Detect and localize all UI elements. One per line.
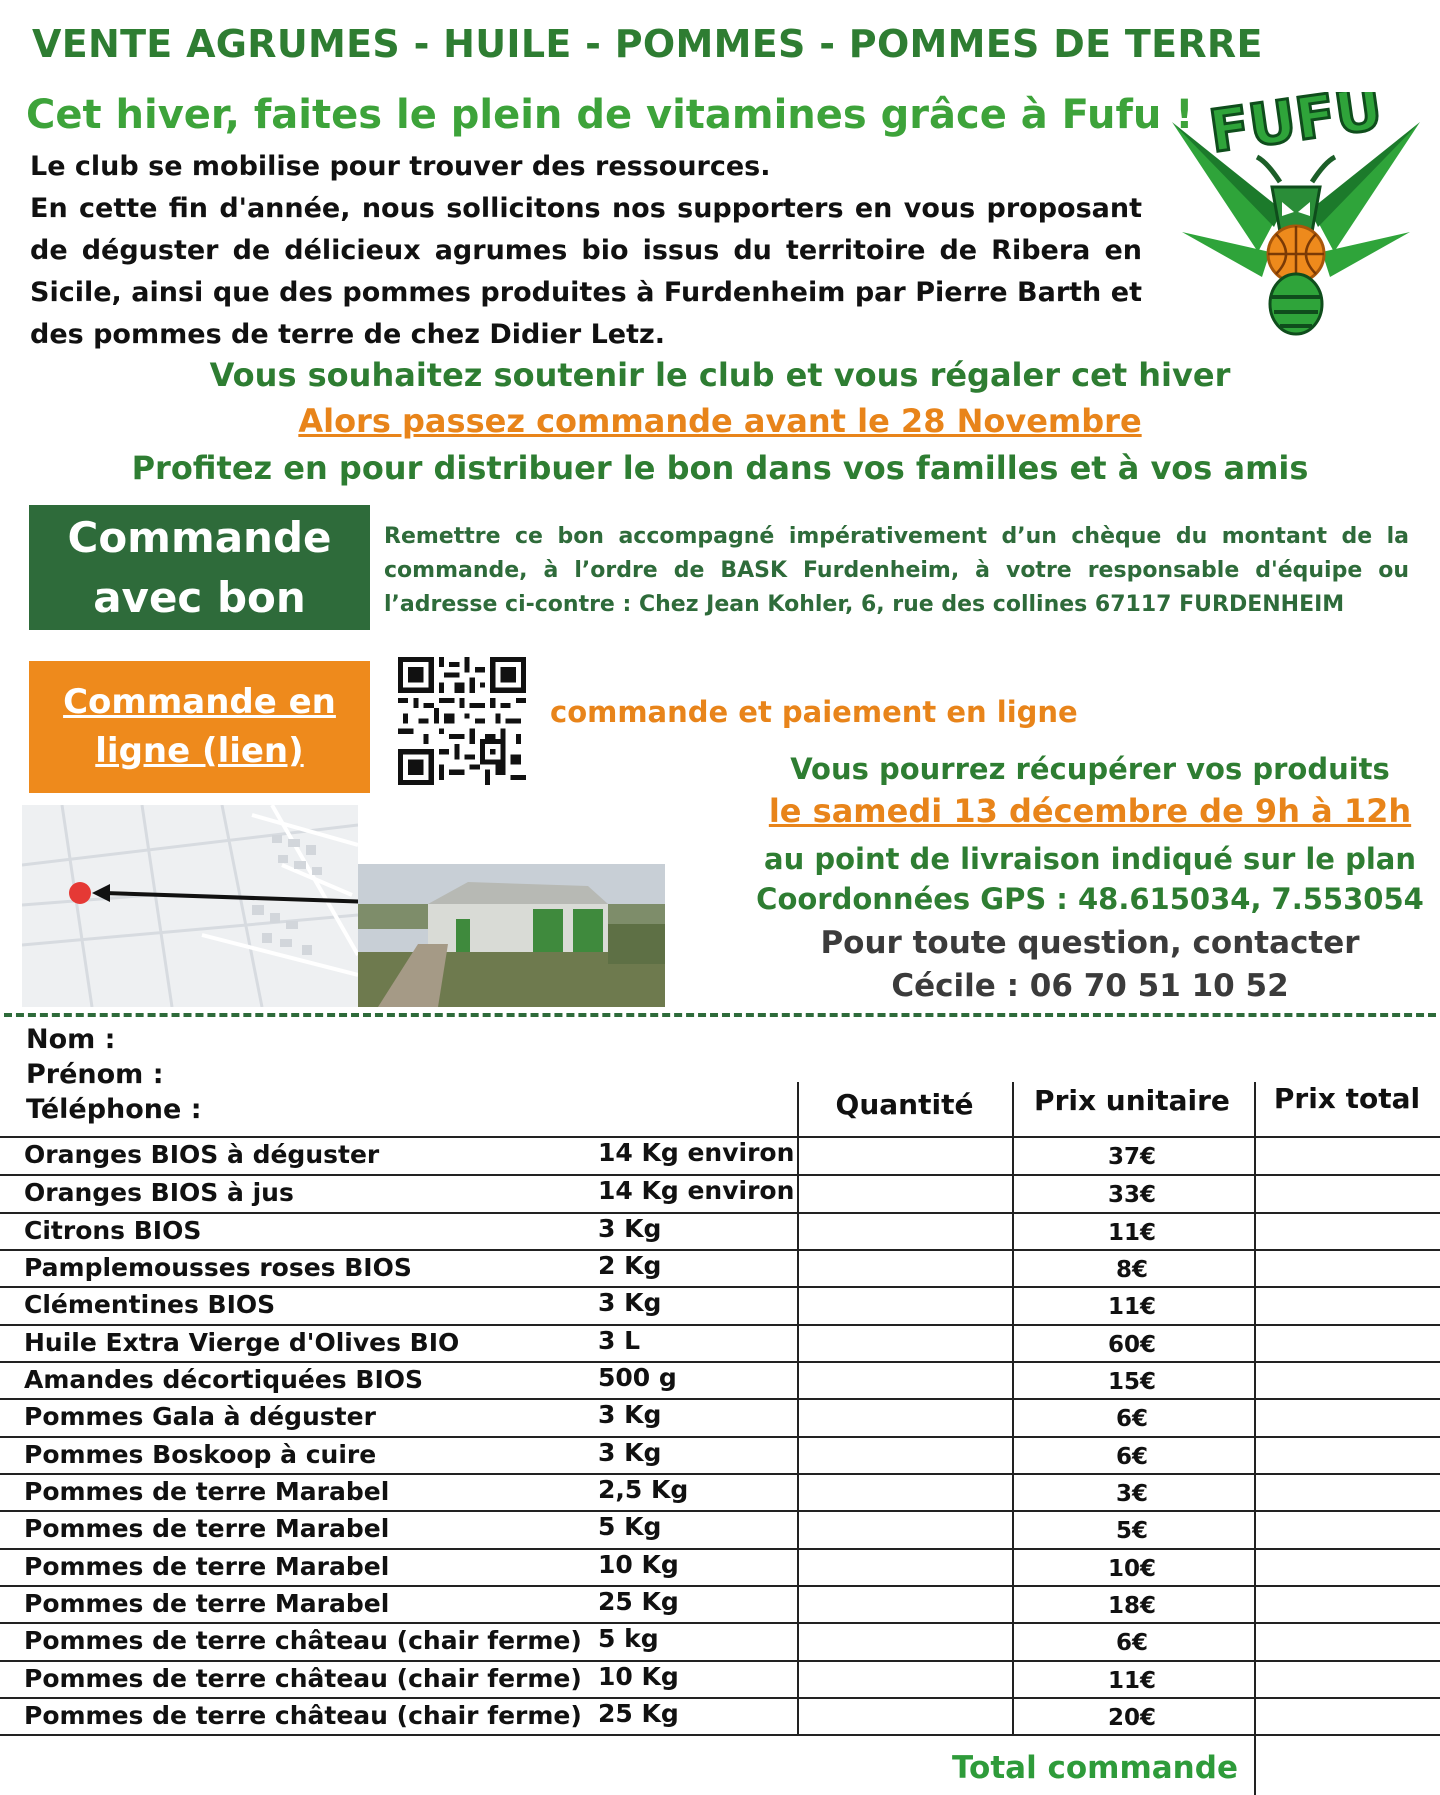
- product-name: Amandes décortiquées BIOS: [24, 1365, 423, 1394]
- product-price: 11€: [1107, 1220, 1156, 1246]
- question-line: Pour toute question, contacter: [820, 925, 1360, 961]
- table-row: [0, 1474, 1440, 1511]
- col-prix-unitaire: Prix unitaire: [1034, 1084, 1230, 1117]
- fufu-logo: [1162, 92, 1430, 342]
- qr-code-icon: [398, 657, 526, 785]
- product-name: Pommes de terre Marabel: [24, 1514, 390, 1543]
- product-name: Pommes Boskoop à cuire: [24, 1440, 377, 1469]
- product-name: Huile Extra Vierge d'Olives BIO: [24, 1328, 460, 1357]
- deadline-line: Alors passez commande avant le 28 Novembre: [298, 402, 1142, 440]
- table-row: [0, 1661, 1440, 1698]
- intro-text: [30, 146, 1142, 356]
- pickup-location: au point de livraison indiqué sur le plan: [764, 842, 1416, 876]
- table-row: [0, 1399, 1440, 1436]
- product-size: 10 Kg: [598, 1662, 679, 1691]
- table-row: [0, 1362, 1440, 1399]
- voucher-instructions: Remettre ce bon accompagné impérativement d’un chèque du montant de la commande, à l’ordre de BASK Furdenheim, à votre responsable d'équipe ou l’adresse ci-contre : Chez Jean Kohler, 6, rue des collines 67117 FURDENHEIM: [384, 524, 1409, 617]
- product-price: 6€: [1115, 1630, 1148, 1656]
- location-map: [22, 805, 358, 1007]
- support-line: Vous souhaitez soutenir le club et vous régaler cet hiver: [209, 356, 1231, 394]
- intro-line: Le club se mobilise pour trouver des ressources.: [30, 151, 771, 182]
- product-size: 3 Kg: [598, 1214, 662, 1243]
- product-size: 25 Kg: [598, 1699, 679, 1728]
- total-label: Total commande: [952, 1750, 1238, 1786]
- product-size: 14 Kg environ: [598, 1176, 795, 1205]
- product-size: 5 kg: [598, 1624, 659, 1653]
- col-prix-total: Prix total: [1273, 1082, 1421, 1115]
- product-name: Pommes de terre château (chair ferme): [24, 1626, 582, 1655]
- table-row: [0, 1623, 1440, 1660]
- product-name: Pamplemousses roses BIOS: [24, 1253, 412, 1282]
- table-row: [0, 1137, 1440, 1174]
- product-size: 2 Kg: [598, 1251, 662, 1280]
- product-price: 8€: [1115, 1257, 1148, 1283]
- qr-code[interactable]: [398, 657, 526, 785]
- table-row: [0, 1325, 1440, 1362]
- hornet-mascot-icon: [1162, 92, 1430, 342]
- field-nom[interactable]: Nom :: [26, 1024, 116, 1055]
- table-row: [0, 1511, 1440, 1548]
- order-online-link[interactable]: [29, 661, 370, 793]
- product-name: Pommes de terre château (chair ferme): [24, 1701, 582, 1730]
- product-price: 60€: [1107, 1332, 1156, 1358]
- product-price: 10€: [1107, 1556, 1156, 1582]
- subtitle: Cet hiver, faites le plein de vitamines grâce à Fufu !: [26, 92, 1194, 138]
- gps-coordinates: Coordonnées GPS : 48.615034, 7.553054: [756, 882, 1424, 916]
- product-name: Pommes de terre château (chair ferme): [24, 1664, 582, 1693]
- product-price: 6€: [1115, 1406, 1148, 1432]
- product-size: 10 Kg: [598, 1550, 679, 1579]
- product-name: Oranges BIOS à déguster: [24, 1140, 380, 1169]
- delivery-point-photo: [358, 864, 665, 1007]
- product-size: 25 Kg: [598, 1587, 679, 1616]
- product-price: 3€: [1115, 1481, 1148, 1507]
- pickup-line: Vous pourrez récupérer vos produits: [790, 752, 1390, 786]
- col-quantite: Quantité: [835, 1088, 974, 1121]
- pickup-date: le samedi 13 décembre de 9h à 12h: [768, 792, 1412, 830]
- product-price: 6€: [1115, 1444, 1148, 1470]
- contact-phone: Cécile : 06 70 51 10 52: [891, 968, 1289, 1004]
- product-name: Clémentines BIOS: [24, 1290, 276, 1319]
- order-online-label-2: ligne (lien): [95, 731, 304, 771]
- product-size: 2,5 Kg: [598, 1475, 689, 1504]
- order-voucher-label-2: avec bon: [93, 572, 306, 622]
- product-price: 37€: [1107, 1144, 1156, 1170]
- product-size: 500 g: [598, 1363, 677, 1392]
- product-price: 15€: [1107, 1369, 1156, 1395]
- table-row: [0, 1698, 1440, 1735]
- product-name: Pommes de terre Marabel: [24, 1589, 390, 1618]
- product-size: 5 Kg: [598, 1512, 662, 1541]
- product-name: Oranges BIOS à jus: [24, 1178, 294, 1207]
- product-name: Pommes Gala à déguster: [24, 1402, 376, 1431]
- table-row: [0, 1437, 1440, 1474]
- map-image: [22, 805, 358, 1007]
- online-caption: commande et paiement en ligne: [550, 695, 1078, 729]
- order-voucher-label-1: Commande: [67, 512, 332, 562]
- order-voucher-box: [29, 505, 370, 630]
- product-price: 5€: [1115, 1518, 1148, 1544]
- product-price: 20€: [1107, 1705, 1156, 1731]
- logo-text: FUFU: [1205, 92, 1387, 166]
- order-online-label-1: Commande en: [63, 682, 336, 722]
- product-name: Pommes de terre Marabel: [24, 1477, 390, 1506]
- product-name: Pommes de terre Marabel: [24, 1552, 390, 1581]
- table-row: [0, 1586, 1440, 1623]
- table-row: [0, 1250, 1440, 1287]
- product-price: 33€: [1107, 1182, 1156, 1208]
- table-row: [0, 1287, 1440, 1324]
- product-size: 3 Kg: [598, 1288, 662, 1317]
- product-price: 18€: [1107, 1593, 1156, 1619]
- field-telephone[interactable]: Téléphone :: [26, 1094, 202, 1125]
- page-title: VENTE AGRUMES - HUILE - POMMES - POMMES DE TERRE: [32, 22, 1263, 66]
- table-row: [0, 1549, 1440, 1586]
- product-name: Citrons BIOS: [24, 1216, 202, 1245]
- distribute-line: Profitez en pour distribuer le bon dans vos familles et à vos amis: [131, 449, 1309, 487]
- intro-paragraph: En cette fin d'année, nous sollicitons nos supporters en vous proposant de déguster de délicieux agrumes bio issus du territoire de Ribera en Sicile, ainsi que des pommes produites à Furdenheim par Pierre Barth et des pommes de terre de chez Didier Letz.: [30, 193, 1142, 350]
- product-size: 3 Kg: [598, 1438, 662, 1467]
- product-size: 14 Kg environ: [598, 1138, 795, 1167]
- field-prenom[interactable]: Prénom :: [26, 1059, 164, 1090]
- hangar-photo: [358, 864, 665, 1007]
- cut-line: [4, 1013, 1436, 1017]
- table-row: [0, 1175, 1440, 1212]
- product-price: 11€: [1107, 1294, 1156, 1320]
- product-price: 11€: [1107, 1668, 1156, 1694]
- product-size: 3 L: [598, 1326, 641, 1355]
- product-size: 3 Kg: [598, 1400, 662, 1429]
- table-row: [0, 1213, 1440, 1250]
